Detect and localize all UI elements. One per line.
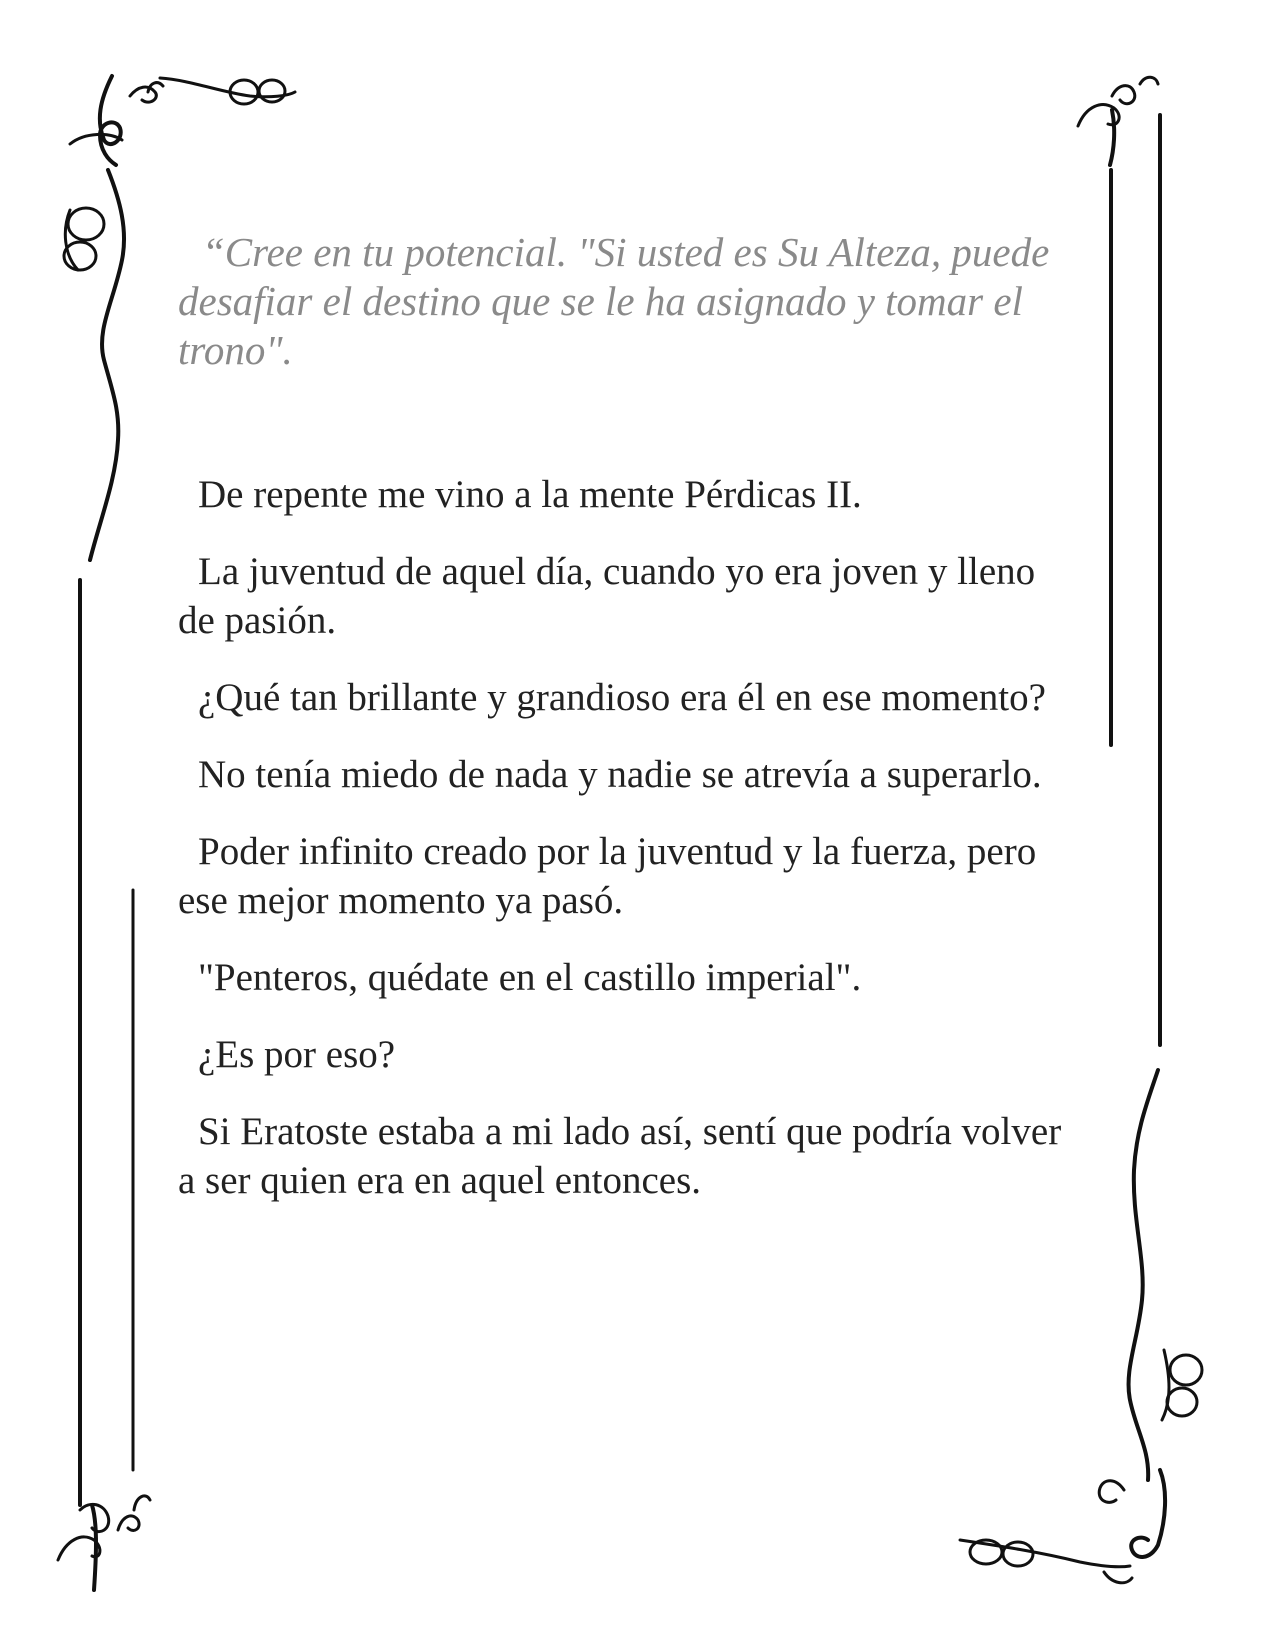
epigraph-quote: [178, 228, 1098, 375]
paragraph: ¿Es por eso?: [198, 1033, 396, 1076]
paragraph: "Penteros, quédate en el castillo imperial".: [198, 956, 862, 999]
paragraph: No tenía miedo de nada y nadie se atrevía a superarlo.: [198, 753, 1042, 796]
top-right-flourish-icon: [1078, 77, 1160, 1045]
paragraph: La juventud de aquel día, cuando yo era joven y lleno de pasión.: [178, 550, 1036, 642]
paragraph: De repente me vino a la mente Pérdicas II.: [198, 473, 862, 516]
bottom-left-flourish-icon: [58, 1496, 150, 1590]
paragraph: Si Eratoste estaba a mi lado así, sentí que podría volver a ser quien era en aquel entonces.: [178, 1110, 1062, 1202]
quote-text: “Cree en tu potencial. "Si usted es Su Alteza, puede desafiar el destino que se le ha asignado y tomar el trono".: [178, 229, 1050, 373]
story-body: [178, 470, 1078, 1233]
paragraph: ¿Qué tan brillante y grandioso era él en ese momento?: [198, 676, 1046, 719]
paragraph: Poder infinito creado por la juventud y la fuerza, pero ese mejor momento ya pasó.: [178, 830, 1037, 922]
